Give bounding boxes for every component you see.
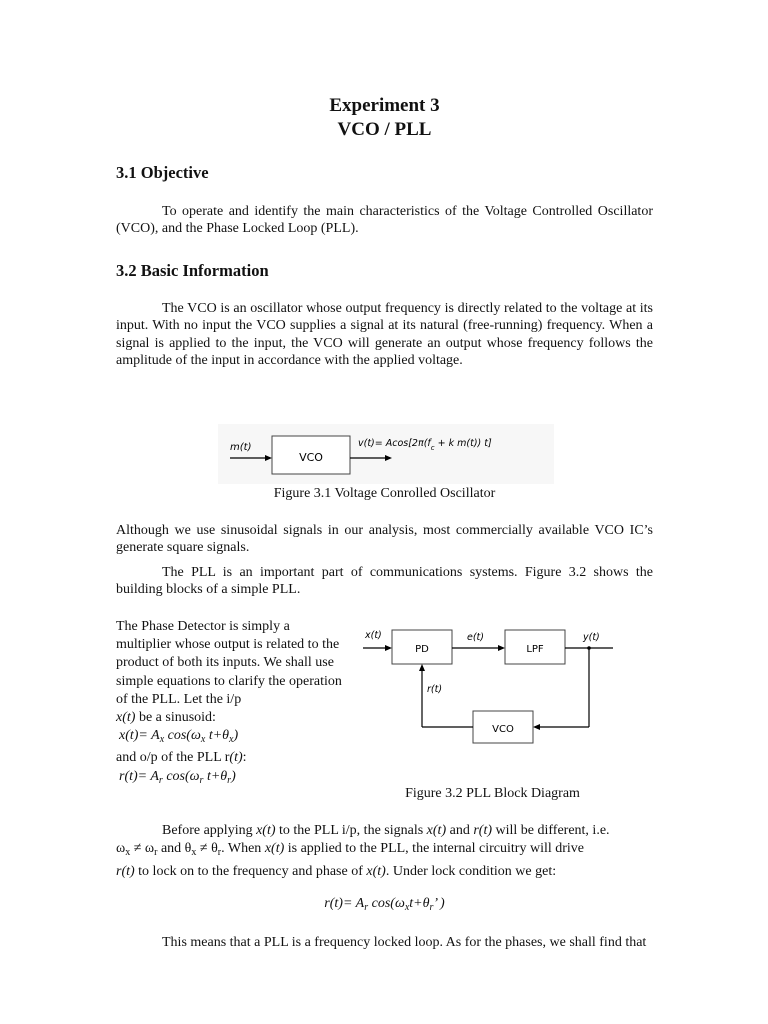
lock-line-3: r(t) to lock on to the frequency and phase of x(t). Under lock condition we get: xyxy=(116,863,557,879)
lpf-block-label: LPF xyxy=(526,644,544,655)
basic-info-paragraph: The VCO is an oscillator whose output frequency is directly related to the voltage at its input. With no input the VCO supplies a signal at its natural (free-running) frequency. When a signal is applied to the input, the VCO will generate an output whose frequency follows the amplitude of the input in accordance with the applied voltage. xyxy=(116,301,653,369)
lock-equation: $r(t)= A_r$ $\cos(\omega_xt+\theta_r$’ ) xyxy=(324,896,445,913)
figure-3-1-caption: Figure 3.1 Voltage Conrolled Oscillator xyxy=(273,486,496,501)
objective-paragraph: To operate and identify the main characteristics of the Voltage Controlled Oscillator (VCO), and the Phase Locked Loop (PLL). xyxy=(116,204,653,237)
section-heading-basic-info: 3.2 Basic Information xyxy=(116,261,269,280)
pll-vco-block-label: VCO xyxy=(492,724,514,735)
vco-block-label: VCO xyxy=(299,451,323,464)
output-equation: $r(t)= A_r$ $\cos(\omega_r$ $t+\theta_r$) xyxy=(119,768,236,786)
pll-intro-paragraph: The PLL is an important part of communications systems. Figure 3.2 shows the building blocks of a simple PLL. xyxy=(116,565,653,598)
pd-block-label: PD xyxy=(415,644,429,655)
figure-3-2-caption: Figure 3.2 PLL Block Diagram xyxy=(405,786,580,801)
vco-output-label: $v(t)= Acos[2\pi(f_c + k$ m(t)) t] xyxy=(358,438,492,452)
vco-input-label: m(t) xyxy=(230,442,252,453)
pll-x-label: x(t) xyxy=(365,630,382,641)
output-line: and o/p of the PLL r(t): xyxy=(116,750,247,766)
input-equation: $x(t)= A_x$ $\cos(\omega_x$ $t+\theta_x$) xyxy=(119,728,239,746)
section-heading-objective: 3.1 Objective xyxy=(116,163,209,182)
figure-vco-diagram xyxy=(218,424,554,484)
pll-y-label: y(t) xyxy=(583,632,600,643)
title-line-2: VCO / PLL xyxy=(337,119,432,140)
title-line-1: Experiment 3 xyxy=(329,95,440,116)
lock-line-1: Before applying x(t) to the PLL i/p, the signals x(t) and r(t) will be different, i.e. xyxy=(162,823,610,838)
page-title xyxy=(116,94,653,142)
input-sinusoid-line: x(t) be a sinusoid: xyxy=(116,710,216,726)
figure-pll-diagram xyxy=(355,620,620,755)
lock-line-2: $\omega_x \ne \omega_r$ and $\theta_x \ne \theta_r$. When x(t) is applied to the PLL, the internal circuitry will drive xyxy=(116,841,585,859)
final-paragraph: This means that a PLL is a frequency locked loop. As for the phases, we shall find that xyxy=(162,935,647,950)
commercial-vco-paragraph: Although we use sinusoidal signals in our analysis, most commercially available VCO IC’s generate square signals. xyxy=(116,523,653,556)
phase-detector-paragraph: The Phase Detector is simply a multiplier whose output is related to the product of both its inputs. We shall use simple equations to clarify the operation of the PLL. Let the i/p xyxy=(116,619,342,707)
phase-detector-text xyxy=(116,618,344,790)
lock-paragraph xyxy=(116,822,653,881)
pll-e-label: e(t) xyxy=(467,632,484,643)
pll-r-label: r(t) xyxy=(427,684,443,695)
